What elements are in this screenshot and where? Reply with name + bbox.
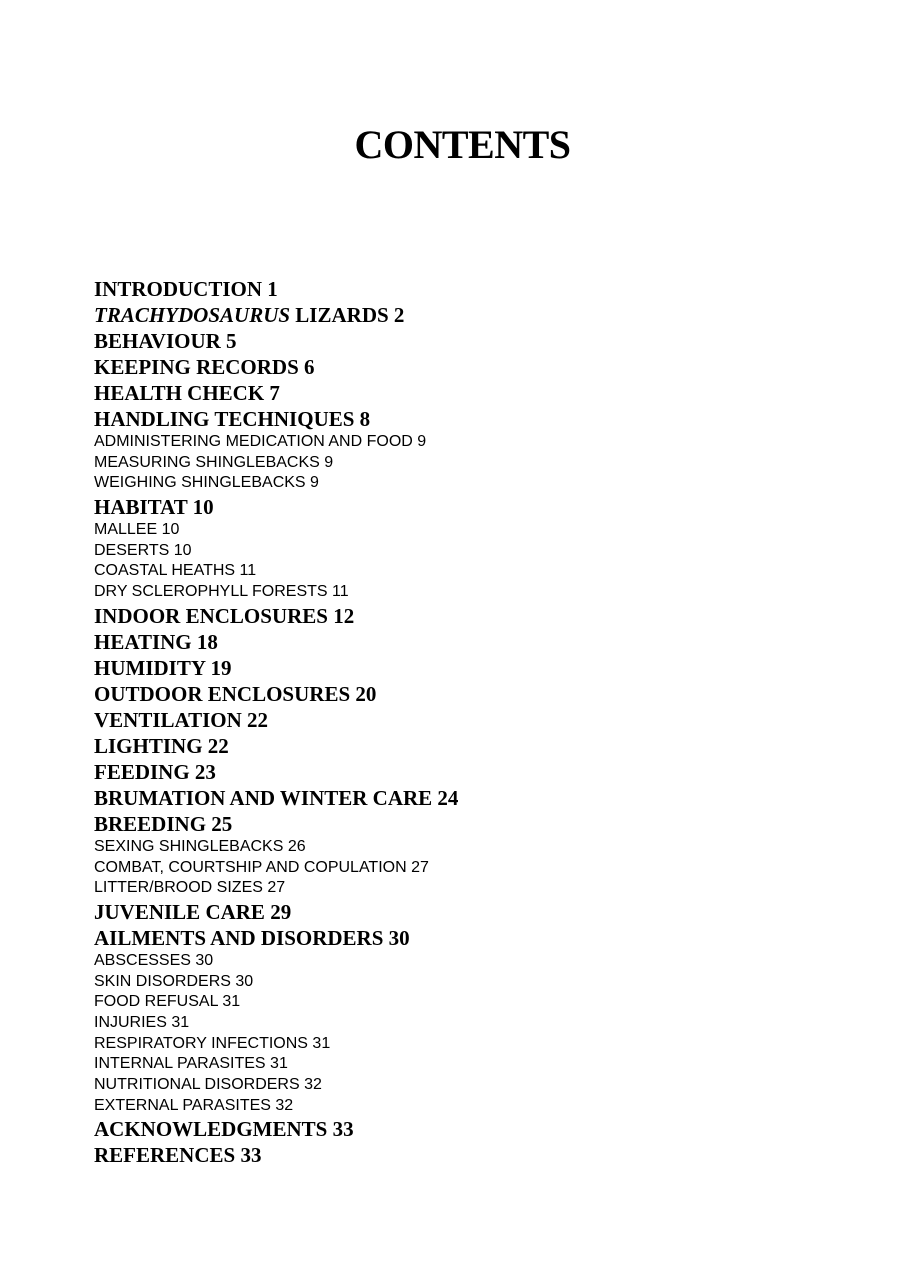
toc-subsection-entry: WEIGHING SHINGLEBACKS 9 xyxy=(94,474,319,492)
toc-entry-italic-text: TRACHYDOSAURUS xyxy=(94,303,291,327)
toc-section-entry: REFERENCES 33 xyxy=(94,1143,262,1168)
toc-section-entry: HUMIDITY 19 xyxy=(94,655,232,680)
toc-subsection-entry: MEASURING SHINGLEBACKS 9 xyxy=(94,453,334,471)
toc-section-entry: INTRODUCTION 1 xyxy=(94,277,278,301)
toc-section-entry: HEALTH CHECK 7 xyxy=(94,381,280,405)
toc-subsection-entry: FOOD REFUSAL 31 xyxy=(94,993,241,1011)
toc-section-entry: OUTDOOR ENCLOSURES 20 xyxy=(94,681,377,706)
toc-subsection-entry: ABSCESSES 30 xyxy=(94,951,214,969)
toc-subsection-entry: DESERTS 10 xyxy=(94,541,192,559)
toc-section-entry: HANDLING TECHNIQUES 8 xyxy=(94,407,371,431)
toc-section-entry: AILMENTS AND DISORDERS 30 xyxy=(94,925,410,950)
toc-section-entry: HEATING 18 xyxy=(94,629,218,654)
toc-subsection-entry: SKIN DISORDERS 30 xyxy=(94,972,254,990)
toc-section-entry: BRUMATION AND WINTER CARE 24 xyxy=(94,785,459,810)
toc-subsection-entry: SEXING SHINGLEBACKS 26 xyxy=(94,837,306,855)
table-of-contents xyxy=(94,276,458,1168)
toc-subsection-entry: NUTRITIONAL DISORDERS 32 xyxy=(94,1076,322,1093)
toc-subsection-entry: EXTERNAL PARASITES 32 xyxy=(94,1096,294,1114)
toc-subsection-entry: COASTAL HEATHS 11 xyxy=(94,562,257,580)
toc-section-entry: JUVENILE CARE 29 xyxy=(94,899,292,924)
toc-entry-text: LIZARDS 2 xyxy=(290,303,405,327)
toc-subsection-entry: ADMINISTERING MEDICATION AND FOOD 9 xyxy=(94,433,427,450)
toc-section-entry xyxy=(94,302,458,328)
toc-subsection-entry: LITTER/BROOD SIZES 27 xyxy=(94,879,286,897)
toc-section-entry: KEEPING RECORDS 6 xyxy=(94,355,315,379)
page-title: CONTENTS xyxy=(354,122,571,167)
toc-subsection-entry: INJURIES 31 xyxy=(94,1013,190,1031)
toc-subsection-entry: RESPIRATORY INFECTIONS 31 xyxy=(94,1034,331,1052)
toc-section-entry: BEHAVIOUR 5 xyxy=(94,329,237,353)
toc-subsection-entry: DRY SCLEROPHYLL FORESTS 11 xyxy=(94,583,349,601)
toc-section-entry: FEEDING 23 xyxy=(94,759,216,784)
toc-section-entry: VENTILATION 22 xyxy=(94,707,269,732)
toc-section-entry: LIGHTING 22 xyxy=(94,733,229,758)
toc-subsection-entry: COMBAT, COURTSHIP AND COPULATION 27 xyxy=(94,858,429,876)
toc-subsection-entry: MALLEE 10 xyxy=(94,521,180,539)
toc-section-entry: INDOOR ENCLOSURES 12 xyxy=(94,603,355,628)
toc-section-entry: BREEDING 25 xyxy=(94,811,233,836)
toc-section-entry: ACKNOWLEDGMENTS 33 xyxy=(94,1117,354,1142)
toc-subsection-entry: INTERNAL PARASITES 31 xyxy=(94,1055,288,1073)
toc-section-entry: HABITAT 10 xyxy=(94,495,214,520)
